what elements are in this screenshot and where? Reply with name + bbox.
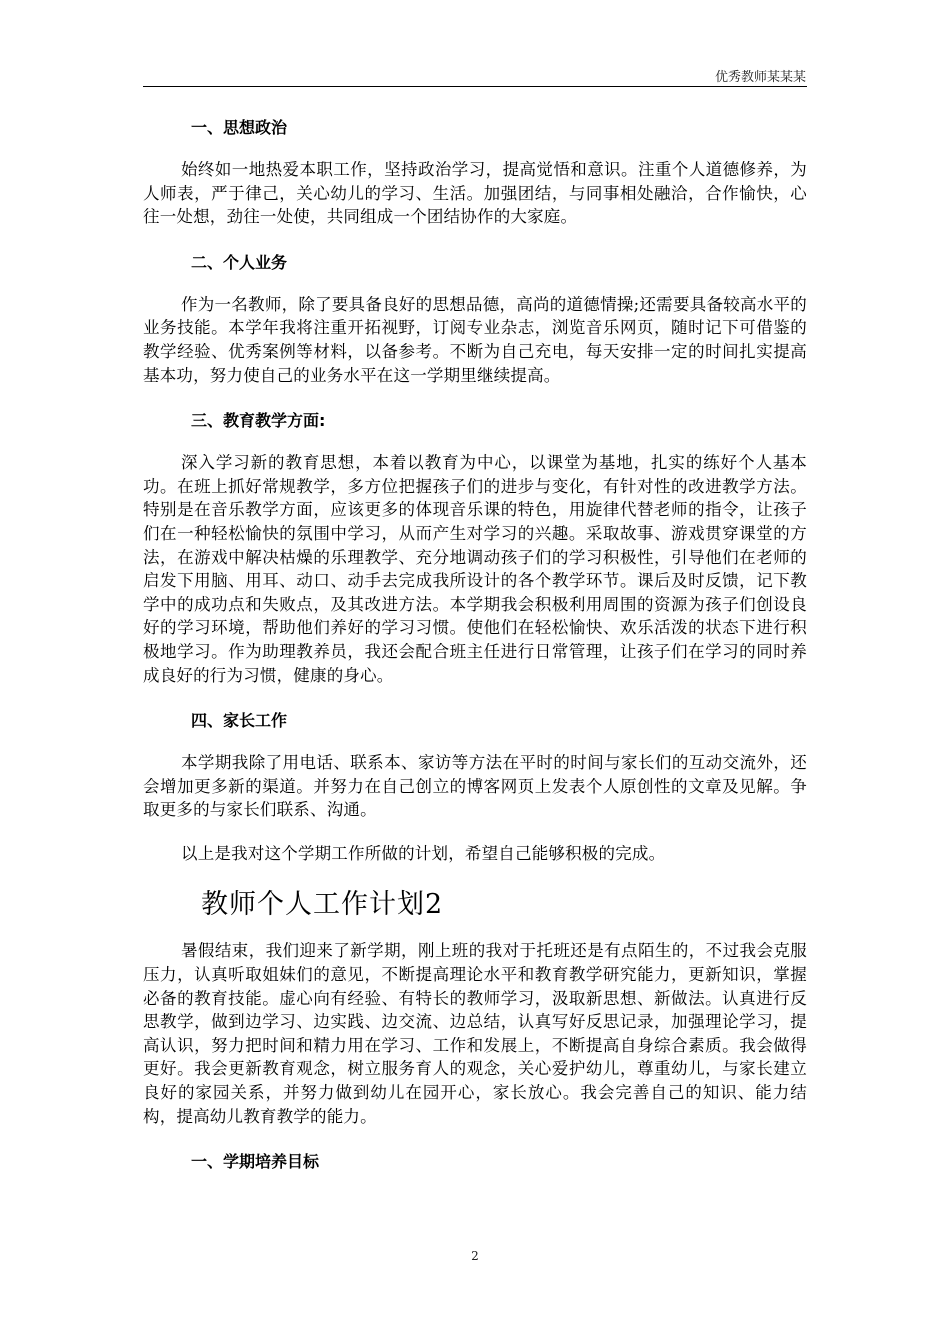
plan-title: 教师个人工作计划2 — [201, 889, 444, 921]
section-heading-parents: 四、家长工作 — [191, 711, 288, 731]
plan-intro-paragraph: 暑假结束，我们迎来了新学期，刚上班的我对于托班还是有点陌生的，不过我会克服压力，认真听取姐妹们的意见，不断提高理论水平和教育教学研究能力，更新知识，掌握必备的教育技能。虚心向有经验、有特长的教师学习，汲取新思想、新做法。认真进行反思教学，做到边学习、边实践、边交流、边总结，认真写好反思记录，加强理论学习，提高认识，努力把时间和精力用在学习、工作和发展上，不断提高自身综合素质。我会做得更好。我会更新教育观念，树立服务育人的观念，关心爱护幼儿，尊重幼儿，与家长建立良好的家园关系，并努力做到幼儿在园开心，家长放心。我会完善自己的知识、能力结构，提高幼儿教育教学的能力。 — [143, 941, 807, 1126]
section-paragraph-politics: 始终如一地热爱本职工作，坚持政治学习，提高觉悟和意识。注重个人道德修养，为人师表，严于律己，关心幼儿的学习、生活。加强团结，与同事相处融洽，合作愉快，心往一处想，劲往一处使，共同组成一个团结协作的大家庭。 — [143, 160, 807, 227]
section-paragraph-parents: 本学期我除了用电话、联系本、家访等方法在平时的时间与家长们的互动交流外，还会增加更多新的渠道。并努力在自己创立的博客网页上发表个人原创性的文章及见解。争取更多的与家长们联系、沟通。 — [143, 753, 807, 820]
page-header: 优秀教师某某某 — [714, 70, 806, 85]
section-paragraph-teaching: 深入学习新的教育思想，本着以教育为中心，以课堂为基地，扎实的练好个人基本功。在班上抓好常规教学，多方位把握孩子们的进步与变化，有针对性的改进教学方法。特别是在音乐教学方面，应该更多的体现音乐课的特色，用旋律代替老师的指令，让孩子们在一种轻松愉快的氛围中学习，从而产生对学习的兴趣。采取故事、游戏贯穿课堂的方法，在游戏中解决枯燥的乐理教学、充分地调动孩子们的学习积极性，引导他们在老师的启发下用脑、用耳、动口、动手去完成我所设计的各个教学环节。课后及时反馈，记下教学中的成功点和失败点，及其改进方法。本学期我会积极利用周围的资源为孩子们创设良好的学习环境，帮助他们养好的学习习惯。使他们在轻松愉快、欢乐活泼的状态下进行积极地学习。作为助理教养员，我还会配合班主任进行日常管理，让孩子们在学习的同时养成良好的行为习惯，健康的身心。 — [143, 453, 807, 685]
closing-paragraph: 以上是我对这个学期工作所做的计划，希望自己能够积极的完成。 — [181, 843, 666, 863]
section-heading-business: 二、个人业务 — [191, 252, 288, 272]
section-paragraph-business: 作为一名教师，除了要具备良好的思想品德，高尚的道德情操;还需要具备较高水平的业务技能。本学年我将注重开拓视野，订阅专业杂志，浏览音乐网页，随时记下可借鉴的教学经验、优秀案例等材料，以备参考。不断为自己充电，每天安排一定的时间扎实提高基本功，努力使自己的业务水平在这一学期里继续提高。 — [143, 294, 807, 385]
document-body — [143, 114, 807, 1176]
section-heading-politics: 一、思想政治 — [191, 118, 288, 137]
section-heading-goals: 一、学期培养目标 — [191, 1152, 320, 1172]
page-number: 2 — [471, 1249, 479, 1263]
section-heading-teaching: 三、教育教学方面: — [191, 411, 326, 431]
header-divider — [143, 86, 807, 87]
